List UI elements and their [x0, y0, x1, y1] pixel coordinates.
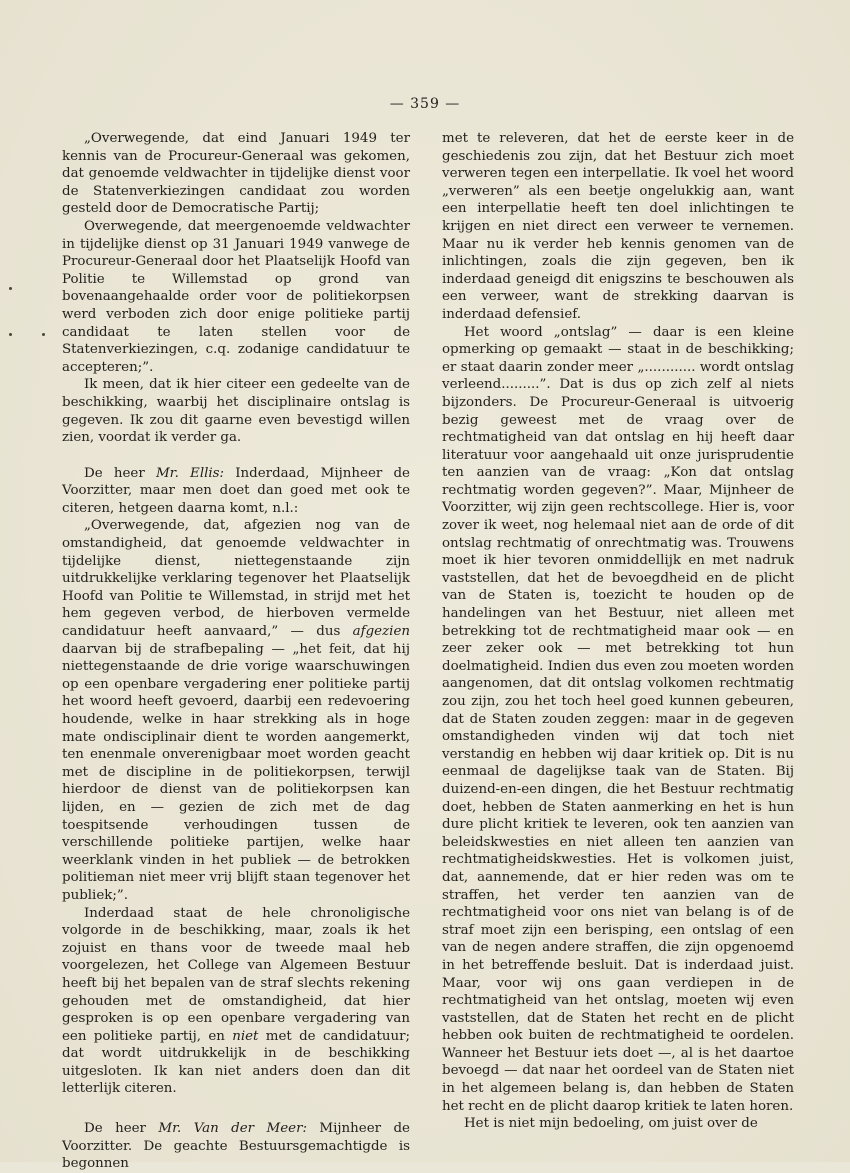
speaker-name: Mr. Van der Meer: — [158, 1121, 307, 1137]
paragraph: Overwegende, dat meergenoemde veldwachter in tijdelijke dienst op 31 Januari 1949 vanwege de Procureur-Generaal door het Plaatselijk Hoofd van Politie te Willemstad op grond van bovenaangehaalde order voor de politiekorpsen werd verboden zich door enige politieke partij candidaat te laten stellen voor de Statenverkiezingen, c.q. zodanige candidatuur te accepteren;”. — [62, 218, 410, 375]
text-segment: Inderdaad staat de hele chronoligische volgorde in de beschikking, maar, zoals ik het zojuist en thans voor de tweede maal heb voorgelezen, het College van Algemeen Bestuur heeft bij het bepalen van de straf slechts rekening gehouden met de omstandigheid, dat hier gesproken is op een openbare vergadering van een politieke partij, en — [62, 905, 410, 1044]
quote-paragraph — [62, 517, 410, 904]
paragraph: Het is niet mijn bedoeling, om juist over de — [464, 1116, 758, 1132]
speaker-paragraph — [62, 1120, 410, 1173]
margin-speck — [9, 333, 12, 336]
paragraph: met te releveren, dat het de eerste keer in de geschiedenis zou zijn, dat het Bestuur zich moet verweren tegen een interpellatie. Ik voel het woord „verweren” als een beetje ongelukkig aan, want een interpellatie heeft ten doel inlichtingen te krijgen en niet direct een verweer te vernemen. Maar nu ik verder heb kennis genomen van de inlichtingen, zoals die zijn gegeven, ben ik inderdaad geneigd dit enigszins te beschouwen als een verweer, want de strekking daarvan is inderdaad defensief. — [442, 131, 794, 322]
paragraph — [62, 905, 410, 1099]
paragraph: „Overwegende, dat eind Januari 1949 ter kennis van de Procureur-Generaal was gekomen, dat genoemde veldwachter in tijdelijke dienst voor de Statenverkiezingen candidaat zou worden gesteld door de Democratische Partij; — [62, 131, 410, 217]
emphasis: niet — [232, 1028, 259, 1044]
speaker-text: Inderdaad, Mijnheer de Voorzitter, maar men doet dan goed met ook te citeren, hetgeen daarna komt, n.l.: — [62, 465, 410, 516]
margin-speck — [42, 333, 45, 336]
text-segment: daarvan bij de strafbepaling — „het feit, dat hij niettegenstaande de drie vorige waarschuwingen op een openbare vergadering ener politieke partij het woord heeft gevoerd, daarbij een redevoering houdende, welke in haar strekking als in hoge mate ondisciplinair dient te worden aangemerkt, ten enenmale onverenigbaar moet worden geacht met de discipline in de politiekorpsen, terwijl hierdoor de dienst van de politiekorpsen kan lijden, en — gezien de zich met de dag toespitsende verhoudingen tussen de verschillende politieke partijen, welke haar weerklank vinden in het publiek — de betrokken politieman niet meer vrij blijft staan tegenover het publiek;”. — [62, 641, 410, 903]
speaker-text: Mijnheer de Voorzitter. De geachte Bestuursgemachtigde is begonnen — [62, 1121, 410, 1172]
text-segment: „Overwegende, dat, afgezien nog van de omstandigheid, dat genoemde veldwachter in tijdelijke dienst, niettegenstaande zijn uitdrukkelijke verklaring tegenover het Plaatselijk Hoofd van Politie te Willemstad, in strijd met het hem gegeven verbod, de hierboven vermelde candidatuur heeft aanvaard,” — dus — [62, 518, 410, 640]
speaker-paragraph — [62, 465, 410, 518]
page-number: — 359 — — [389, 96, 461, 112]
paragraph: Het woord „ontslag” — daar is een kleine opmerking op gemaakt — staat in de beschikking; er staat daarin zonder meer „............ wordt ontslag verleend.........”. Dat is dus op zich zelf al niets bijzonders. De Procureur-Generaal is uitvoerig bezig geweest met de vraag over de rechtmatigheid van dat ontslag en hij heeft daar literatuur voor aangehaald uit onze jurisprudentie ten aanzien van de vraag: „Kon dat ontslag rechtmatig worden gegeven?”. Maar, Mijnheer de Voorzitter, wij zijn geen rechtscollege. Hier is, voor zover ik weet, nog helemaal niet aan de orde of dit ontslag rechtmatig of onrechtmatig was. Trouwens moet ik hier tevoren onmiddellijk en met nadruk vaststellen, dat het de bevoegdheid en de plicht van de Staten is, toezicht te houden op de handelingen van het Bestuur, niet alleen met betrekking tot de rechtmatigheid maar ook — en zeer zeker ook — met betrekking tot hun doelmatigheid. Indien dus even zou moeten worden aangenomen, dat dit ontslag volkomen rechtmatig zou zijn, zou het toch heel goed kunnen gebeuren, dat de Staten zouden zeggen: maar in de gegeven omstandigheden vinden wij dat toch niet verstandig en hebben wij daar kritiek op. Dit is nu eenmaal de dagelijkse taak van de Staten. Bij duizend-en-een dingen, die het Bestuur rechtmatig doet, hebben de Staten aanmerking en het is hun dure plicht kritiek te leveren, ook ten aanzien van beleidskwesties en niet alleen ten aanzien van rechtmatigheidskwesties. Het is volkomen juist, dat, aannemende, dat er hier reden was om te straffen, het verder ten aanzien van de rechtmatigheid voor ons niet van belang is of de straf moet zijn een berisping, een ontslag of een van de negen andere straffen, die zijn opgenoemd in het betreffende besluit. Dat is inderdaad juist. Maar, voor wij ons gaan verdiepen in de rechtmatigheid van het ontslag, moeten wij even vaststellen, dat de Staten het recht en de plicht hebben ook buiten de rechtmatigheid te oordelen. Wanneer het Bestuur iets doet —, al is het daartoe bevoegd — dat naar het oordeel van de Staten niet in het algemeen belang is, dan hebben de Staten het recht en de plicht daarop kritiek te laten horen. — [442, 324, 794, 1114]
emphasis: afgezien — [352, 624, 410, 640]
speaker-prefix: De heer — [84, 1121, 159, 1137]
speaker-name: Mr. Ellis: — [155, 465, 225, 481]
text-segment: met de candidatuur; dat wordt uitdrukkelijk in de beschikking uitgesloten. Ik kan niet anders doen dan dit letterlijk citeren. — [62, 1028, 410, 1097]
right-column — [442, 130, 794, 1133]
left-column — [62, 130, 410, 1173]
paragraph: Ik meen, dat ik hier citeer een gedeelte van de beschikking, waarbij het disciplinaire ontslag is gegeven. Ik zou dit gaarne even bevestigd willen zien, voordat ik verder ga. — [62, 377, 410, 446]
margin-speck — [9, 287, 12, 290]
speaker-prefix: De heer — [84, 465, 156, 481]
